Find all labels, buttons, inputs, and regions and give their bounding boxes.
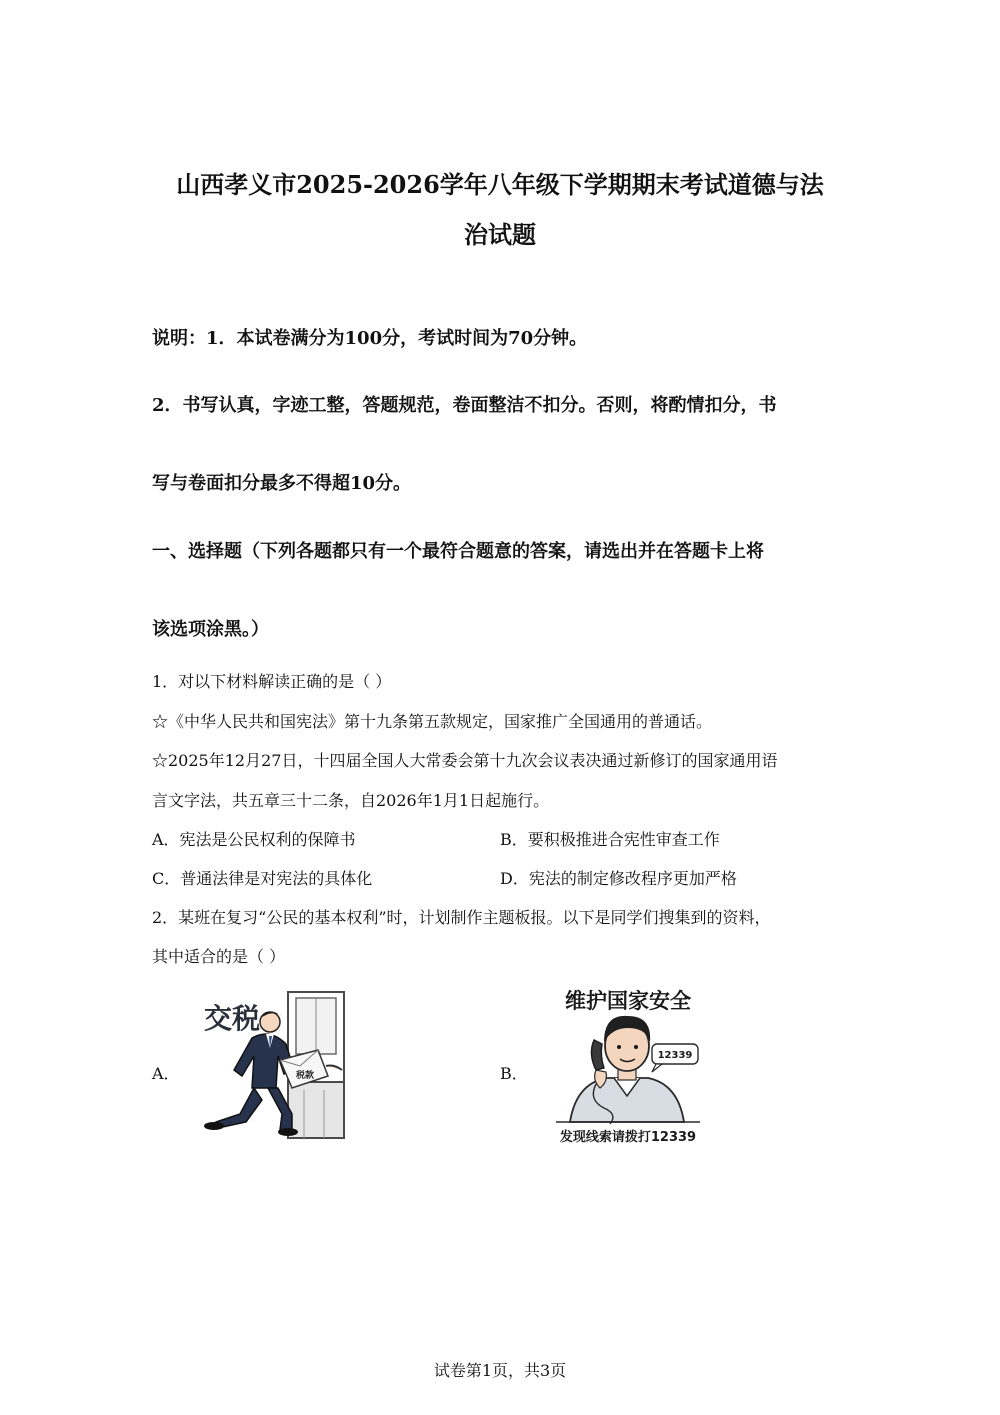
tax-illustration-svg xyxy=(196,990,346,1140)
tax-illustration xyxy=(196,990,346,1140)
q1-option-d[interactable]: D．宪法的制定修改程序更加严格 xyxy=(500,869,737,888)
page-footer: 试卷第1页，共3页 xyxy=(433,1361,567,1380)
q1-material-2-line-1: ☆2025年12月27日，十四届全国人大常委会第十九次会议表决通过新修订的国家通用语 xyxy=(152,751,778,770)
section-heading-line-1: 一、选择题（下列各题都只有一个最符合题意的答案，请选出并在答题卡上将 xyxy=(152,541,764,562)
q2-stem-line-2: 其中适合的是（ ） xyxy=(152,947,286,966)
q1-material-2-line-2: 言文字法，共五章三十二条，自2026年1月1日起施行。 xyxy=(152,791,550,810)
tax-package-text: 税款 xyxy=(296,1071,315,1081)
q1-material-1: ☆《中华人民共和国宪法》第十九条第五款规定，国家推广全国通用的普通话。 xyxy=(152,712,713,731)
q1-option-c[interactable]: C．普通法律是对宪法的具体化 xyxy=(152,869,373,888)
q2-option-b-label[interactable]: B． xyxy=(500,1064,528,1083)
q1-option-a[interactable]: A．宪法是公民权利的保障书 xyxy=(152,830,356,849)
instruction-line-2: 2．书写认真，字迹工整，答题规范，卷面整洁不扣分。否则，将酌情扣分，书 xyxy=(152,395,777,416)
q1-stem: 1．对以下材料解读正确的是（ ） xyxy=(152,672,392,691)
q2-stem-line-1: 2．某班在复习“公民的基本权利”时，计划制作主题板报。以下是同学们搜集到的资料， xyxy=(152,908,771,927)
instruction-line-1: 说明：1．本试卷满分为100分，考试时间为70分钟。 xyxy=(152,328,588,349)
q2-option-a-label[interactable]: A． xyxy=(152,1064,180,1083)
security-bubble-text: 12339 xyxy=(657,1050,693,1061)
national-security-svg xyxy=(548,984,708,1150)
q1-option-b[interactable]: B．要积极推进合宪性审查工作 xyxy=(500,830,720,849)
security-caption: 发现线索请拨打12339 xyxy=(559,1130,697,1145)
tax-image-title: 交税 xyxy=(204,1002,261,1035)
instruction-line-3: 写与卷面扣分最多不得超10分。 xyxy=(152,473,412,494)
exam-title-line-2: 治试题 xyxy=(464,220,536,249)
section-heading-line-2: 该选项涂黑。） xyxy=(152,619,269,640)
exam-title-line-1: 山西孝义市2025-2026学年八年级下学期期末考试道德与法 xyxy=(176,170,824,199)
national-security-illustration xyxy=(548,984,708,1150)
security-image-title: 维护国家安全 xyxy=(565,989,691,1013)
